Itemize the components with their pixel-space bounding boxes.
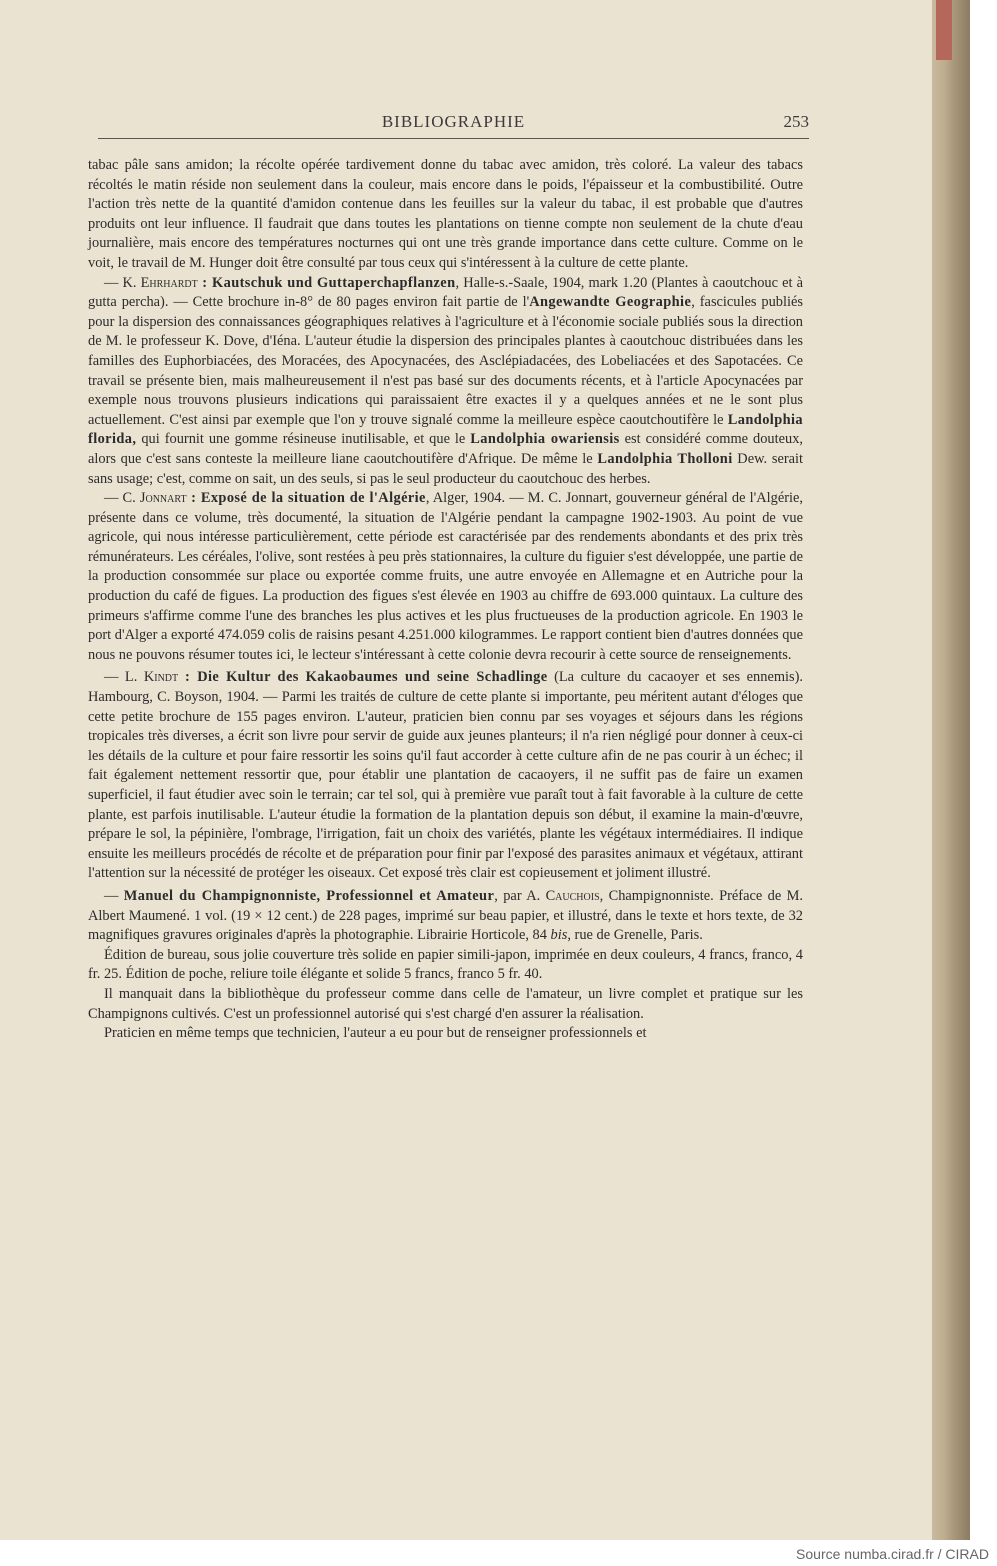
paragraph-tabac: tabac pâle sans amidon; la récolte opérée tardivement donne du tabac avec amidon, très coloré. La valeur des tabacs récoltés le matin réside non seulement dans la couleur, mais encore dans le poids, l'épaisseur et la combustibilité. Outre l'action très nette de la quantité d'amidon contenue dans les feuilles sur la valeur du tabac, il est probable que d'autres produits ont leur influence. Il faudrait que dans toutes les plantations on tienne compte non seulement de la chute d'eau journalière, mais encore des températures nocturnes qui ont une très grande importance dans cette culture. Comme on le voit, le travail de M. Hunger doit être consulté par tous ceux qui s'intéressent à la culture de cette plante. [88, 157, 803, 271]
page-number: 253 [783, 112, 809, 131]
entry-kindt [88, 668, 803, 884]
entry-text: , Alger, 1904. — M. C. Jonnart, gouverneur général de l'Algérie, présente dans ce volume, très documenté, la situation de l'Algérie pendant la campagne 1902-1903. Au point de vue agricole, qui nous intéresse particulièrement, cette période est caractérisée par des rendements abondants et des prix très rémunérateurs. Les céréales, l'olive, sont restées à peu près stationnaires, la culture du figuier s'est développée, une partie de la production consommée sur place ou exportée comme fruits, une autre envoyée en Allemagne et en Autriche pour la production du café de figues. La production des figues s'est élevée en 1903 au chiffre de 693.000 quintaux. La culture des primeurs s'affirme comme l'une des branches les plus actives et les plus fructueuses de la production agricole. En 1903 le port d'Alger a exporté 474.059 colis de raisins pesant 4.251.000 kilogrammes. Le rapport contient bien d'autres données que nous ne pouvons résumer toutes ici, le lecteur s'intéressant à cette colonie devra recourir à cette source de renseignements. [88, 490, 803, 663]
entry-dash: — K. [104, 274, 141, 291]
entry-text: , par A. [494, 887, 546, 904]
entry-dash: — [104, 887, 124, 904]
entry-text: , Champignonniste. Préface de M. Albert Maumené. 1 vol. (19 × 12 cent.) de 228 pages, imprimé sur beau papier, et illustré, dans le texte et hors texte, de 32 magnifiques gravures originales d'après la photographie. Librairie Horticole, 84 [88, 887, 803, 944]
entry-title: Manuel du Champignonniste, Professionnel et Amateur [123, 887, 495, 904]
running-title: BIBLIOGRAPHIE [381, 112, 526, 131]
source-credit: Source numba.cirad.fr / CIRAD [796, 1546, 989, 1562]
entry-text: , rue de Grenelle, Paris. [567, 927, 703, 944]
entry-cauchois [88, 887, 803, 946]
entry-separator: : [186, 490, 201, 507]
entry-text: , fascicules publiés pour la dispersion des connaissances géographiques relatives à l'agriculture et à l'économie sociale publiés sous la direction de M. le professeur K. Dove, d'Iéna. L'auteur étudie la dispersion des principales plantes à caoutchouc distribuées dans les familles des Euphorbiacées, des Moracées, des Apocynacées, des Asclépiadacées, des Lobeliacées et des Sapotacées. Ce travail se présente bien, mais malheureusement il n'est pas basé sur des documents récents, et à l'article Apocynacées par exemple nous trouvons plusieurs indications qui paraissaient être exactes il y a quelques années et ne le sont plus actuellement. C'est ainsi par exemple que l'on y trouve signalé comme la meilleure espèce caoutchoutifère le [88, 294, 803, 428]
bold-term: Landolphia owariensis [470, 431, 620, 448]
entry-text: , Halle-s.-Saale, 1904, mark 1.20 (Plantes à caoutchouc et à gutta percha). — Cette brochure in-8° de 80 pages environ fait partie de l' [88, 274, 804, 311]
entry-ehrhardt [88, 274, 803, 490]
entry-author: Cauchois [545, 887, 600, 904]
entry-text: qui fournit une gomme résineuse inutilisable, et que le [136, 431, 471, 448]
bold-term: Landolphia Tholloni [597, 450, 733, 467]
entry-separator: : [197, 274, 212, 291]
header-rule [98, 138, 809, 139]
entry-text: est considéré comme douteux, alors que c'est sans conteste la meilleure liane caoutchoutifère d'Afrique. De même le [88, 431, 803, 467]
entry-author: Ehrhardt [140, 274, 198, 291]
body-text [88, 156, 803, 1044]
running-header [98, 112, 809, 138]
entry-separator: : [178, 669, 198, 686]
bold-term: Landolphia florida, [88, 411, 803, 448]
entry-author: Kindt [143, 669, 179, 686]
bold-term: Angewandte Geographie [529, 294, 692, 311]
italic-bis: bis [550, 927, 568, 944]
entry-title: Die Kultur des Kakaobaumes und seine Schadlinge [197, 669, 548, 686]
entry-title: Kautschuk und Guttaperchapflanzen [212, 274, 456, 291]
entry-author: Jonnart [139, 490, 187, 507]
paragraph-manquait: Il manquait dans la bibliothèque du professeur comme dans celle de l'amateur, un livre complet et pratique sur les Champignons cultivés. C'est un professionnel autorisé qui s'est chargé d'en assurer la réalisation. [88, 985, 803, 1022]
paragraph-praticien: Praticien en même temps que technicien, l'auteur a eu pour but de renseigner professionnels et [104, 1025, 647, 1042]
entry-dash: — L. [104, 669, 144, 686]
entry-text: Dew. serait sans usage; c'est, comme on sait, un des seuls, si pas le seul producteur du caoutchouc des herbes. [88, 450, 804, 487]
entry-jonnart [88, 489, 803, 665]
red-page-edge [936, 0, 952, 60]
book-page-edges [932, 0, 970, 1540]
entry-dash: — C. [104, 490, 140, 507]
paragraph-edition: Édition de bureau, sous jolie couverture très solide en papier simili-japon, imprimée en deux couleurs, 4 francs, franco, 4 fr. 25. Édition de poche, reliure toile élégante et solide 5 francs, franco 5 fr. 40. [88, 946, 803, 983]
entry-text: (La culture du cacaoyer et ses ennemis). Hambourg, C. Boyson, 1904. — Parmi les traités de culture de cette plante si importante, peu méritent autant d'éloges que cette petite brochure de 155 pages environ. L'auteur, praticien bien connu par ses voyages et séjours dans les régions tropicales très diverses, a écrit son livre pour servir de guide aux jeunes planteurs; il n'a rien négligé pour donner à ceux-ci les détails de la culture et pour faire ressortir les soins qu'il faut accorder à cette culture afin de ne pas courir à un échec; il fait également nettement ressortir que, pour établir une plantation de cacaoyers, il ne suffit pas de faire un examen superficiel, il faut étudier avec soin le terrain; car tel sol, qui à première vue paraît tout à fait favorable à la culture de cette plante, est parfois inutilisable. L'auteur étudie la formation de la plantation depuis son début, il examine la main-d'œuvre, prépare le sol, la pépinière, l'ombrage, l'irrigation, fait un choix des variétés, plante les végétaux intermédiaires. Il indique ensuite les meilleurs procédés de récolte et de préparation pour finir par l'exposé des parasites animaux et végétaux, attirant l'attention sur la nécessité de protéger les oiseaux. Cet exposé très clair est copieusement et joliment illustré. [88, 669, 804, 882]
entry-title: Exposé de la situation de l'Algérie [200, 490, 426, 507]
